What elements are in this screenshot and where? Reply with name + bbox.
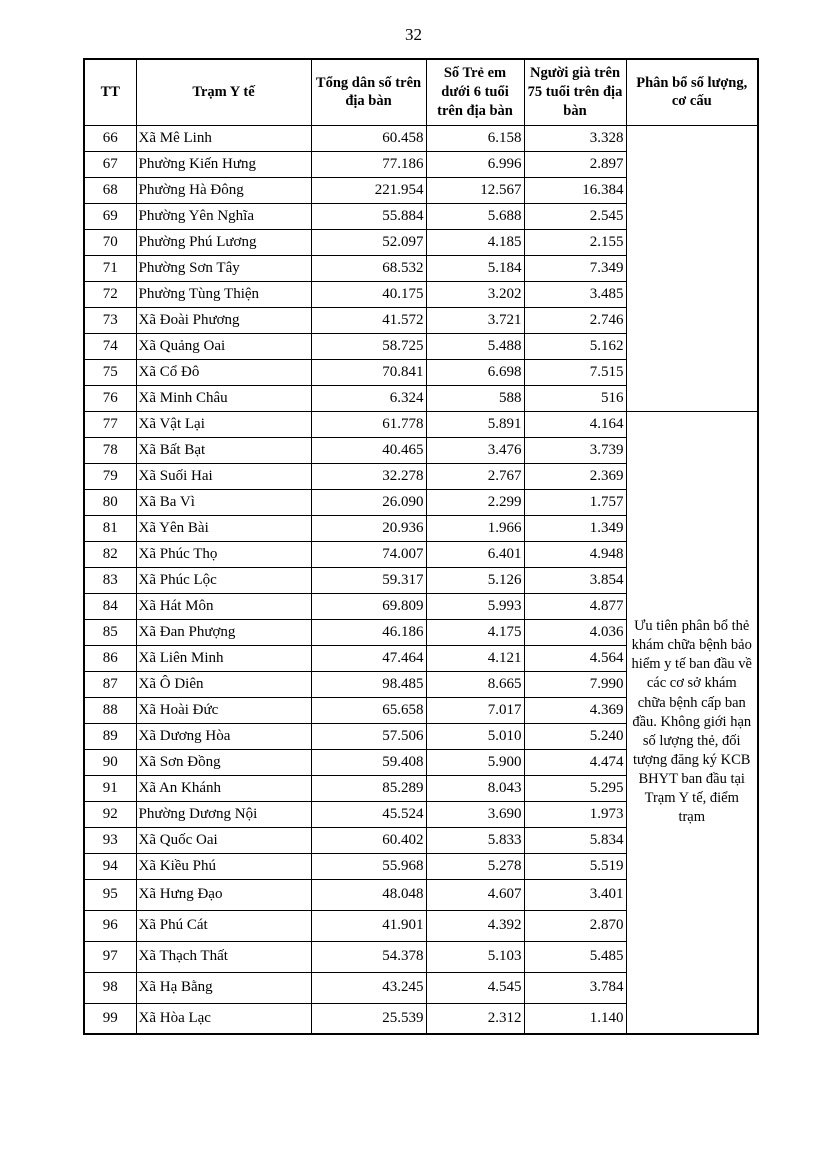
tt-cell: 77 — [84, 411, 136, 437]
elderly-cell: 3.485 — [524, 281, 626, 307]
station-name-cell: Xã Vật Lại — [136, 411, 311, 437]
population-cell: 70.841 — [311, 359, 426, 385]
col-header-children: Số Trẻ em dưới 6 tuổi trên địa bàn — [426, 59, 524, 125]
children-cell: 6.401 — [426, 541, 524, 567]
children-cell: 5.900 — [426, 749, 524, 775]
children-cell: 5.184 — [426, 255, 524, 281]
tt-cell: 97 — [84, 941, 136, 972]
population-cell: 59.317 — [311, 567, 426, 593]
station-name-cell: Xã Hát Môn — [136, 593, 311, 619]
elderly-cell: 4.877 — [524, 593, 626, 619]
station-name-cell: Xã Mê Linh — [136, 125, 311, 151]
elderly-cell: 5.519 — [524, 853, 626, 879]
tt-cell: 69 — [84, 203, 136, 229]
col-header-population: Tổng dân số trên địa bàn — [311, 59, 426, 125]
population-cell: 55.884 — [311, 203, 426, 229]
population-cell: 54.378 — [311, 941, 426, 972]
children-cell: 5.688 — [426, 203, 524, 229]
station-name-cell: Xã Thạch Thất — [136, 941, 311, 972]
children-cell: 5.833 — [426, 827, 524, 853]
elderly-cell: 1.973 — [524, 801, 626, 827]
table-row — [84, 411, 758, 437]
elderly-cell: 7.349 — [524, 255, 626, 281]
station-name-cell: Xã Quảng Oai — [136, 333, 311, 359]
population-cell: 41.572 — [311, 307, 426, 333]
elderly-cell: 3.854 — [524, 567, 626, 593]
population-cell: 74.007 — [311, 541, 426, 567]
population-cell: 40.175 — [311, 281, 426, 307]
population-cell: 26.090 — [311, 489, 426, 515]
allocation-note-cell — [626, 411, 758, 1034]
children-cell: 3.476 — [426, 437, 524, 463]
children-cell: 5.278 — [426, 853, 524, 879]
station-name-cell: Xã Cổ Đô — [136, 359, 311, 385]
elderly-cell: 4.164 — [524, 411, 626, 437]
elderly-cell: 5.162 — [524, 333, 626, 359]
col-header-tt: TT — [84, 59, 136, 125]
tt-cell: 84 — [84, 593, 136, 619]
children-cell: 3.721 — [426, 307, 524, 333]
population-cell: 46.186 — [311, 619, 426, 645]
population-cell: 47.464 — [311, 645, 426, 671]
header-row — [84, 59, 758, 125]
station-name-cell: Xã Minh Châu — [136, 385, 311, 411]
tt-cell: 82 — [84, 541, 136, 567]
tt-cell: 96 — [84, 910, 136, 941]
children-cell: 8.665 — [426, 671, 524, 697]
children-cell: 4.185 — [426, 229, 524, 255]
tt-cell: 76 — [84, 385, 136, 411]
elderly-cell: 2.369 — [524, 463, 626, 489]
station-name-cell: Xã Suối Hai — [136, 463, 311, 489]
col-header-allocation: Phân bổ số lượng, cơ cấu — [626, 59, 758, 125]
elderly-cell: 4.948 — [524, 541, 626, 567]
elderly-cell: 4.474 — [524, 749, 626, 775]
elderly-cell: 4.564 — [524, 645, 626, 671]
station-name-cell: Xã Ba Vì — [136, 489, 311, 515]
population-cell: 58.725 — [311, 333, 426, 359]
elderly-cell: 5.295 — [524, 775, 626, 801]
population-cell: 69.809 — [311, 593, 426, 619]
tt-cell: 88 — [84, 697, 136, 723]
population-cell: 85.289 — [311, 775, 426, 801]
elderly-cell: 2.746 — [524, 307, 626, 333]
children-cell: 4.175 — [426, 619, 524, 645]
station-name-cell: Xã Hạ Bằng — [136, 972, 311, 1003]
tt-cell: 70 — [84, 229, 136, 255]
table-body — [84, 125, 758, 1034]
station-name-cell: Xã Phúc Lộc — [136, 567, 311, 593]
tt-cell: 72 — [84, 281, 136, 307]
elderly-cell: 516 — [524, 385, 626, 411]
elderly-cell: 1.140 — [524, 1003, 626, 1034]
station-name-cell: Xã Đan Phượng — [136, 619, 311, 645]
tt-cell: 98 — [84, 972, 136, 1003]
elderly-cell: 4.036 — [524, 619, 626, 645]
station-name-cell: Xã An Khánh — [136, 775, 311, 801]
station-name-cell: Xã Bất Bạt — [136, 437, 311, 463]
population-cell: 61.778 — [311, 411, 426, 437]
elderly-cell: 2.870 — [524, 910, 626, 941]
children-cell: 2.299 — [426, 489, 524, 515]
tt-cell: 93 — [84, 827, 136, 853]
col-header-elderly: Người già trên 75 tuổi trên địa bàn — [524, 59, 626, 125]
population-cell: 59.408 — [311, 749, 426, 775]
population-cell: 65.658 — [311, 697, 426, 723]
elderly-cell: 16.384 — [524, 177, 626, 203]
population-cell: 25.539 — [311, 1003, 426, 1034]
station-name-cell: Xã Hưng Đạo — [136, 879, 311, 910]
children-cell: 4.121 — [426, 645, 524, 671]
station-name-cell: Phường Phú Lương — [136, 229, 311, 255]
tt-cell: 99 — [84, 1003, 136, 1034]
station-name-cell: Xã Liên Minh — [136, 645, 311, 671]
elderly-cell: 4.369 — [524, 697, 626, 723]
station-name-cell: Xã Quốc Oai — [136, 827, 311, 853]
children-cell: 588 — [426, 385, 524, 411]
tt-cell: 73 — [84, 307, 136, 333]
station-name-cell: Phường Tùng Thiện — [136, 281, 311, 307]
elderly-cell: 2.155 — [524, 229, 626, 255]
tt-cell: 87 — [84, 671, 136, 697]
population-cell: 55.968 — [311, 853, 426, 879]
elderly-cell: 7.515 — [524, 359, 626, 385]
station-name-cell: Xã Hoài Đức — [136, 697, 311, 723]
station-name-cell: Phường Yên Nghĩa — [136, 203, 311, 229]
children-cell: 2.312 — [426, 1003, 524, 1034]
health-station-table — [83, 58, 759, 1035]
station-name-cell: Xã Sơn Đồng — [136, 749, 311, 775]
population-cell: 40.465 — [311, 437, 426, 463]
tt-cell: 74 — [84, 333, 136, 359]
children-cell: 5.993 — [426, 593, 524, 619]
tt-cell: 71 — [84, 255, 136, 281]
tt-cell: 85 — [84, 619, 136, 645]
population-cell: 221.954 — [311, 177, 426, 203]
station-name-cell: Xã Phúc Thọ — [136, 541, 311, 567]
children-cell: 4.607 — [426, 879, 524, 910]
tt-cell: 67 — [84, 151, 136, 177]
tt-cell: 80 — [84, 489, 136, 515]
children-cell: 2.767 — [426, 463, 524, 489]
elderly-cell: 3.401 — [524, 879, 626, 910]
tt-cell: 78 — [84, 437, 136, 463]
tt-cell: 79 — [84, 463, 136, 489]
population-cell: 41.901 — [311, 910, 426, 941]
elderly-cell: 3.328 — [524, 125, 626, 151]
tt-cell: 83 — [84, 567, 136, 593]
children-cell: 7.017 — [426, 697, 524, 723]
station-name-cell: Phường Kiến Hưng — [136, 151, 311, 177]
population-cell: 32.278 — [311, 463, 426, 489]
population-cell: 6.324 — [311, 385, 426, 411]
elderly-cell: 7.990 — [524, 671, 626, 697]
elderly-cell: 2.545 — [524, 203, 626, 229]
tt-cell: 81 — [84, 515, 136, 541]
population-cell: 43.245 — [311, 972, 426, 1003]
population-cell: 57.506 — [311, 723, 426, 749]
allocation-cell-empty — [626, 125, 758, 411]
population-cell: 77.186 — [311, 151, 426, 177]
station-name-cell: Xã Yên Bài — [136, 515, 311, 541]
tt-cell: 75 — [84, 359, 136, 385]
population-cell: 20.936 — [311, 515, 426, 541]
children-cell: 4.392 — [426, 910, 524, 941]
station-name-cell: Phường Sơn Tây — [136, 255, 311, 281]
tt-cell: 91 — [84, 775, 136, 801]
elderly-cell: 5.240 — [524, 723, 626, 749]
children-cell: 5.010 — [426, 723, 524, 749]
children-cell: 5.488 — [426, 333, 524, 359]
station-name-cell: Phường Dương Nội — [136, 801, 311, 827]
station-name-cell: Xã Kiều Phú — [136, 853, 311, 879]
population-cell: 60.458 — [311, 125, 426, 151]
table-header — [84, 59, 758, 125]
station-name-cell: Xã Phú Cát — [136, 910, 311, 941]
allocation-note: Ưu tiên phân bổ thẻ khám chữa bệnh bảo hiểm y tế ban đầu về các cơ sở khám chữa bệnh cấp ban đầu. Không giới hạn số lượng thẻ, đối tượng đăng ký KCB BHYT ban đầu tại Trạm Y tế, điểm trạm — [631, 618, 752, 826]
children-cell: 6.698 — [426, 359, 524, 385]
elderly-cell: 1.349 — [524, 515, 626, 541]
population-cell: 48.048 — [311, 879, 426, 910]
tt-cell: 94 — [84, 853, 136, 879]
station-name-cell: Xã Dương Hòa — [136, 723, 311, 749]
children-cell: 6.158 — [426, 125, 524, 151]
population-cell: 98.485 — [311, 671, 426, 697]
station-name-cell: Xã Đoài Phương — [136, 307, 311, 333]
children-cell: 5.891 — [426, 411, 524, 437]
elderly-cell: 3.784 — [524, 972, 626, 1003]
children-cell: 5.103 — [426, 941, 524, 972]
children-cell: 6.996 — [426, 151, 524, 177]
tt-cell: 92 — [84, 801, 136, 827]
station-name-cell: Xã Ô Diên — [136, 671, 311, 697]
children-cell: 1.966 — [426, 515, 524, 541]
tt-cell: 66 — [84, 125, 136, 151]
children-cell: 3.202 — [426, 281, 524, 307]
tt-cell: 68 — [84, 177, 136, 203]
tt-cell: 95 — [84, 879, 136, 910]
station-name-cell: Xã Hòa Lạc — [136, 1003, 311, 1034]
population-cell: 60.402 — [311, 827, 426, 853]
table-row — [84, 125, 758, 151]
tt-cell: 89 — [84, 723, 136, 749]
elderly-cell: 3.739 — [524, 437, 626, 463]
elderly-cell: 5.834 — [524, 827, 626, 853]
elderly-cell: 5.485 — [524, 941, 626, 972]
tt-cell: 90 — [84, 749, 136, 775]
population-cell: 68.532 — [311, 255, 426, 281]
elderly-cell: 2.897 — [524, 151, 626, 177]
page-number: 32 — [405, 25, 422, 44]
children-cell: 8.043 — [426, 775, 524, 801]
population-cell: 52.097 — [311, 229, 426, 255]
children-cell: 3.690 — [426, 801, 524, 827]
population-cell: 45.524 — [311, 801, 426, 827]
children-cell: 4.545 — [426, 972, 524, 1003]
elderly-cell: 1.757 — [524, 489, 626, 515]
children-cell: 5.126 — [426, 567, 524, 593]
tt-cell: 86 — [84, 645, 136, 671]
children-cell: 12.567 — [426, 177, 524, 203]
col-header-station: Trạm Y tế — [136, 59, 311, 125]
station-name-cell: Phường Hà Đông — [136, 177, 311, 203]
